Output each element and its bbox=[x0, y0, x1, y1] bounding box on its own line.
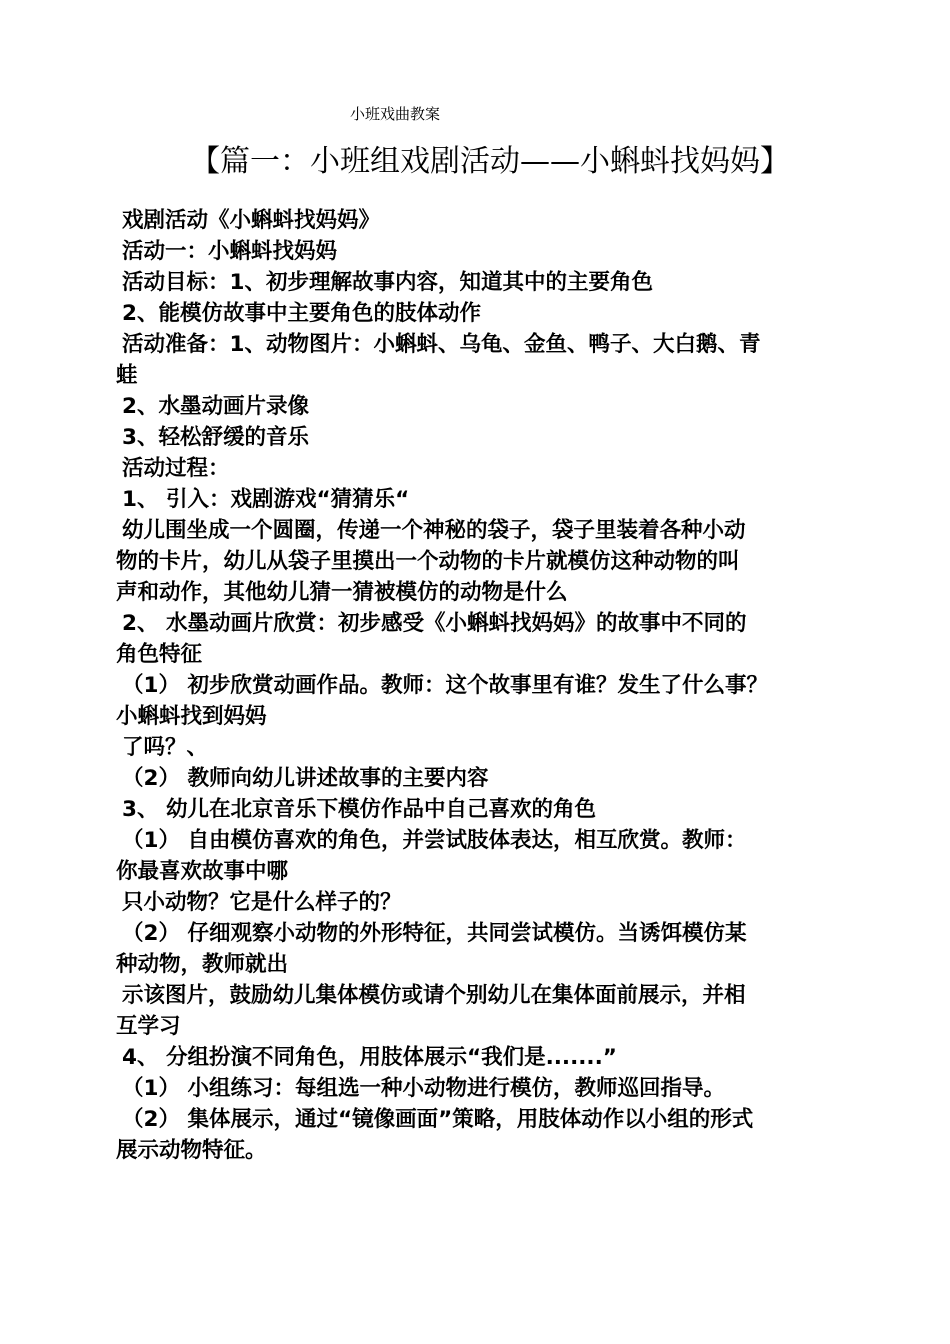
body-line: 了吗？、 bbox=[122, 735, 209, 760]
running-header: 小班戏曲教案 bbox=[350, 105, 441, 123]
body-line: 只小动物？它是什么样子的？ bbox=[122, 890, 402, 915]
body-line: （1） 初步欣赏动画作品。教师：这个故事里有谁？发生了什么事？ bbox=[122, 673, 768, 698]
body-line: 3、轻松舒缓的音乐 bbox=[122, 425, 309, 450]
body-line: 角色特征 bbox=[116, 642, 203, 667]
body-line: 你最喜欢故事中哪 bbox=[116, 859, 289, 884]
body-line: 蛙 bbox=[116, 363, 138, 388]
body-line: （2） 仔细观察小动物的外形特征，共同尝试模仿。当诱饵模仿某 bbox=[122, 921, 747, 946]
body-line: 1、 引入：戏剧游戏“猜猜乐“ bbox=[122, 487, 410, 512]
body-line: （1） 自由模仿喜欢的角色，并尝试肢体表达，相互欣赏。教师： bbox=[122, 828, 747, 853]
body-line: 示该图片，鼓励幼儿集体模仿或请个别幼儿在集体面前展示，并相 bbox=[122, 983, 746, 1008]
body-line: 互学习 bbox=[116, 1014, 181, 1039]
body-line: 2、 水墨动画片欣赏：初步感受《小蝌蚪找妈妈》的故事中不同的 bbox=[122, 611, 747, 636]
body-line: （2） 集体展示，通过“镜像画面”策略，用肢体动作以小组的形式 bbox=[122, 1107, 754, 1132]
body-line: 展示动物特征。 bbox=[116, 1138, 267, 1163]
body-line: 活动过程： bbox=[122, 456, 230, 481]
body-line: 戏剧活动《小蝌蚪找妈妈》 bbox=[122, 208, 381, 233]
body-line: 幼儿围坐成一个圆圈，传递一个神秘的袋子，袋子里装着各种小动 bbox=[122, 518, 746, 543]
body-line: 小蝌蚪找到妈妈 bbox=[116, 704, 267, 729]
body-line: （1） 小组练习：每组选一种小动物进行模仿，教师巡回指导。 bbox=[122, 1076, 725, 1101]
body-line: 活动目标：1、初步理解故事内容，知道其中的主要角色 bbox=[122, 270, 653, 295]
body-line: 2、水墨动画片录像 bbox=[122, 394, 309, 419]
body-line: 物的卡片，幼儿从袋子里摸出一个动物的卡片就模仿这种动物的叫 bbox=[116, 549, 740, 574]
document-title: 【篇一：小班组戏剧活动——小蝌蚪找妈妈】 bbox=[190, 144, 790, 179]
body-line: 声和动作，其他幼儿猜一猜被模仿的动物是什么 bbox=[116, 580, 568, 605]
document-body bbox=[116, 205, 836, 1166]
body-line: 3、 幼儿在北京音乐下模仿作品中自己喜欢的角色 bbox=[122, 797, 596, 822]
body-line: 种动物，教师就出 bbox=[116, 952, 289, 977]
body-line: 2、能模仿故事中主要角色的肢体动作 bbox=[122, 301, 481, 326]
body-line: 活动一：小蝌蚪找妈妈 bbox=[122, 239, 338, 264]
body-line: 活动准备：1、动物图片：小蝌蚪、乌龟、金鱼、鸭子、大白鹅、青 bbox=[122, 332, 761, 357]
body-line: （2） 教师向幼儿讲述故事的主要内容 bbox=[122, 766, 489, 791]
body-line: 4、 分组扮演不同角色，用肢体展示“我们是.......” bbox=[122, 1045, 617, 1070]
